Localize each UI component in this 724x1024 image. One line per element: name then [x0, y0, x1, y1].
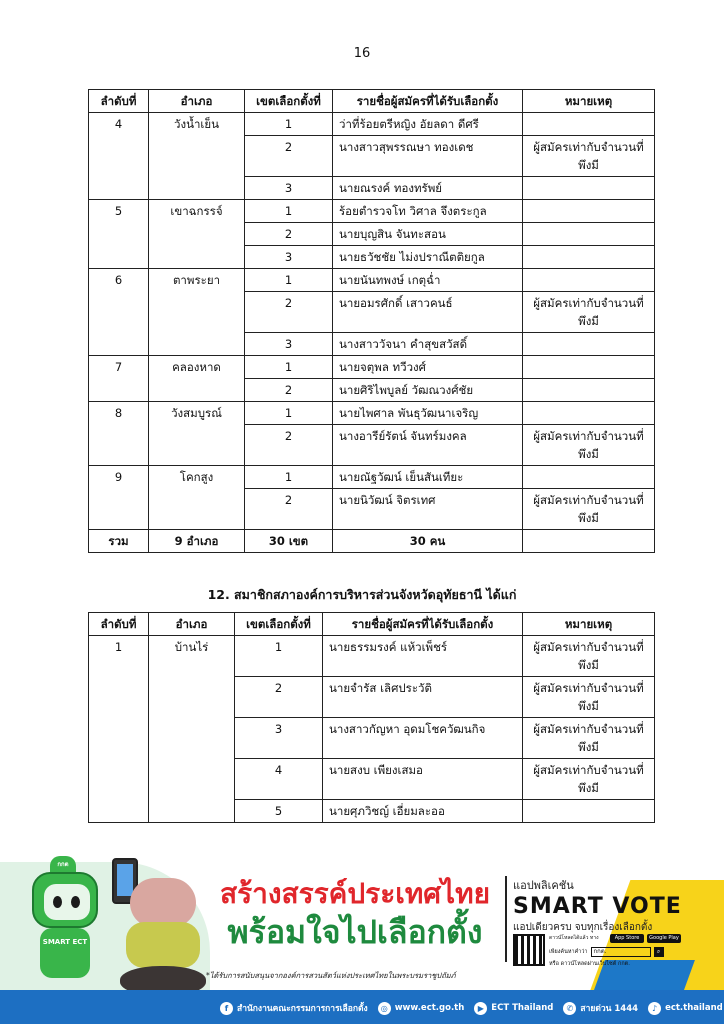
google-play-badge[interactable]: Google Play	[647, 934, 681, 943]
headline-line-1: สร้างสรรค์ประเทศไทย	[219, 877, 491, 910]
table-row	[89, 636, 655, 677]
app-store-badge[interactable]: App Store	[610, 934, 644, 943]
remark-cell	[523, 177, 655, 200]
footer-tiktok[interactable]	[648, 1002, 723, 1015]
table-row	[89, 113, 655, 136]
remark-cell: ผู้สมัครเท่ากับจำนวนที่พึงมี	[523, 292, 655, 333]
zone-cell: 2	[245, 136, 333, 177]
globe-icon: ◎	[378, 1002, 391, 1015]
order-cell: 6	[89, 269, 149, 356]
candidate-name-cell: นายนันทพงษ์ เกตุฉ่ำ	[333, 269, 523, 292]
remark-cell: ผู้สมัครเท่ากับจำนวนที่พึงมี	[523, 136, 655, 177]
table-row	[89, 356, 655, 379]
candidate-name-cell: นายอมรศักดิ์ เสาวคนธ์	[333, 292, 523, 333]
section-12-title: 12. สมาชิกสภาองค์การบริหารส่วนจังหวัดอุทัยธานี ได้แก่	[207, 587, 517, 602]
remark-cell: ผู้สมัครเท่ากับจำนวนที่พึงมี	[523, 489, 655, 530]
header-names: รายชื่อผู้สมัครที่ได้รับเลือกตั้ง	[333, 90, 523, 113]
order-cell: 8	[89, 402, 149, 466]
search-term-box: กกต.	[591, 947, 651, 957]
candidate-name-cell: นายจตุพล ทวีวงศ์	[333, 356, 523, 379]
candidate-name-cell: นางสาวสุพรรณษา ทองเดช	[333, 136, 523, 177]
candidate-name-cell: นายศุภวิชญ์ เอี่ยมละออ	[323, 800, 523, 823]
candidate-name-cell: นายไพศาล พันธุวัฒนาเจริญ	[333, 402, 523, 425]
order-cell: 5	[89, 200, 149, 269]
robot-eye-icon	[71, 896, 80, 908]
order-cell: 7	[89, 356, 149, 402]
footer-youtube[interactable]	[474, 1002, 553, 1015]
candidate-name-cell: นายธวัชชัย ไม่งปราณีตติยกูล	[333, 246, 523, 269]
candidate-name-cell: นายบุญสิน จันทะสอน	[333, 223, 523, 246]
candidate-name-cell: นายจำรัส เลิศประวัติ	[323, 677, 523, 718]
page-number: 16	[353, 46, 371, 61]
banner-headline	[210, 876, 500, 952]
zone-cell: 1	[245, 402, 333, 425]
app-label: แอปพลิเคชัน	[513, 879, 574, 892]
zone-cell: 3	[245, 177, 333, 200]
search-icon: ⌕	[654, 947, 664, 957]
banner-divider	[505, 876, 507, 962]
candidate-name-cell: นายนิวัฒน์ จิตรเทศ	[333, 489, 523, 530]
zone-cell: 1	[245, 466, 333, 489]
header-zone: เขตเลือกตั้งที่	[245, 90, 333, 113]
district-cell: บ้านไร่	[149, 636, 235, 823]
remark-cell	[523, 800, 655, 823]
zone-cell: 1	[245, 113, 333, 136]
search-label: เพียงค้นหาคำว่า	[549, 949, 588, 955]
search-row	[549, 947, 664, 957]
district-cell: ตาพระยา	[149, 269, 245, 356]
total-label: รวม	[89, 530, 149, 553]
remark-cell	[523, 200, 655, 223]
zone-cell: 2	[245, 292, 333, 333]
candidate-name-cell: ว่าที่ร้อยตรีหญิง อัยลดา ดีศรี	[333, 113, 523, 136]
results-table-2	[88, 612, 655, 823]
district-cell: คลองหาด	[149, 356, 245, 402]
download-label: ดาวน์โหลดได้แล้ว ทาง	[549, 934, 607, 943]
app-name: SMART VOTE	[513, 894, 682, 919]
footer-tiktok-text: ect.thailand	[665, 1003, 723, 1013]
order-cell: 9	[89, 466, 149, 530]
app-tagline: แอปเดียวครบ จบทุกเรื่องเลือกตั้ง	[513, 922, 653, 933]
store-badges	[549, 934, 681, 943]
header-zone: เขตเลือกตั้งที่	[235, 613, 323, 636]
table-row	[89, 466, 655, 489]
footer-website-text: www.ect.go.th	[394, 1003, 465, 1013]
footer-office[interactable]	[220, 1001, 368, 1015]
order-cell: 4	[89, 113, 149, 200]
candidate-name-cell: นางอารีย์รัตน์ จันทร์มงคล	[333, 425, 523, 466]
zone-cell: 2	[245, 379, 333, 402]
header-remark: หมายเหตุ	[523, 613, 655, 636]
footer-youtube-text: ECT Thailand	[491, 1003, 554, 1013]
robot-eye-icon	[53, 896, 62, 908]
candidate-name-cell: นายสงบ เพียงเสมอ	[323, 759, 523, 800]
remark-cell	[523, 113, 655, 136]
remark-cell	[523, 379, 655, 402]
zone-cell: 1	[245, 356, 333, 379]
facebook-icon: f	[220, 1002, 233, 1015]
robot-hat-label: กกต	[50, 856, 76, 874]
zone-cell: 3	[235, 718, 323, 759]
remark-cell	[523, 402, 655, 425]
robot-badge: SMART ECT	[40, 928, 90, 978]
robot-mascot-image	[28, 856, 100, 986]
remark-cell	[523, 333, 655, 356]
table-row	[89, 200, 655, 223]
candidate-name-cell: นายณัฐวัฒน์ เย็นสันเทียะ	[333, 466, 523, 489]
remark-cell	[523, 223, 655, 246]
remark-cell: ผู้สมัครเท่ากับจำนวนที่พึงมี	[523, 636, 655, 677]
header-remark: หมายเหตุ	[523, 90, 655, 113]
remark-cell: ผู้สมัครเท่ากับจำนวนที่พึงมี	[523, 425, 655, 466]
header-order: ลำดับที่	[89, 613, 149, 636]
district-cell: เขาฉกรรจ์	[149, 200, 245, 269]
zone-cell: 2	[245, 489, 333, 530]
smart-vote-banner	[0, 840, 724, 1024]
district-cell: โคกสูง	[149, 466, 245, 530]
remark-cell: ผู้สมัครเท่ากับจำนวนที่พึงมี	[523, 718, 655, 759]
table-header-row	[89, 613, 655, 636]
web-note: หรือ ดาวน์โหลดผ่านเว็บไซต์ กกต.	[549, 961, 630, 967]
hippo-mascot-image	[120, 878, 206, 998]
youtube-icon: ▶	[474, 1002, 487, 1015]
district-cell: วังสมบูรณ์	[149, 402, 245, 466]
zone-cell: 3	[245, 246, 333, 269]
header-district: อำเภอ	[149, 613, 235, 636]
candidate-name-cell: นายธรรมรงค์ แห้วเพ็ชร์	[323, 636, 523, 677]
table-header-row	[89, 90, 655, 113]
candidate-name-cell: นางสาววัจนา คำสุขสวัสดิ์	[333, 333, 523, 356]
zone-cell: 1	[245, 200, 333, 223]
zone-cell: 5	[235, 800, 323, 823]
zone-cell: 2	[245, 223, 333, 246]
header-names: รายชื่อผู้สมัครที่ได้รับเลือกตั้ง	[323, 613, 523, 636]
results-table-1	[88, 89, 655, 553]
robot-head	[32, 872, 98, 928]
remark-cell	[523, 356, 655, 379]
remark-cell	[523, 466, 655, 489]
zone-cell: 1	[235, 636, 323, 677]
header-order: ลำดับที่	[89, 90, 149, 113]
zone-cell: 1	[245, 269, 333, 292]
total-names: 30 คน	[333, 530, 523, 553]
hippo-head	[130, 878, 196, 928]
total-zone: 30 เขต	[245, 530, 333, 553]
footer-hotline[interactable]	[563, 1001, 638, 1015]
remark-cell	[523, 246, 655, 269]
zone-cell: 4	[235, 759, 323, 800]
table-row	[89, 402, 655, 425]
candidate-name-cell: นายณรงค์ ทองทรัพย์	[333, 177, 523, 200]
candidate-name-cell: นางสาวกัญหา อุดมโชควัฒนกิจ	[323, 718, 523, 759]
phone-call-icon: ✆	[563, 1002, 576, 1015]
total-district: 9 อำเภอ	[149, 530, 245, 553]
total-row	[89, 530, 655, 553]
footer-office-text: สำนักงานคณะกรรมการการเลือกตั้ง	[237, 1004, 368, 1014]
remark-cell	[523, 269, 655, 292]
candidate-name-cell: ร้อยตำรวจโท วิศาล จึงตระกูล	[333, 200, 523, 223]
zone-cell: 2	[245, 425, 333, 466]
district-cell: วังน้ำเย็น	[149, 113, 245, 200]
headline-line-2: พร้อมใจไปเลือกตั้ง	[227, 913, 483, 951]
support-note: *ได้รับการสนับสนุนจากองค์การสวนสัตว์แห่งประเทศไทยในพระบรมราชูปถัมภ์	[206, 971, 456, 980]
total-remark-empty	[523, 530, 655, 553]
remark-cell: ผู้สมัครเท่ากับจำนวนที่พึงมี	[523, 759, 655, 800]
hippo-body	[126, 922, 200, 968]
tiktok-icon: ♪	[648, 1002, 661, 1015]
table-row	[89, 269, 655, 292]
zone-cell: 3	[245, 333, 333, 356]
qr-code-icon	[513, 934, 545, 966]
footer-hotline-text: สายด่วน 1444	[580, 1004, 639, 1014]
candidate-name-cell: นายศิริไพบูลย์ วัฒณวงศ์ชัย	[333, 379, 523, 402]
app-promo	[513, 876, 683, 967]
footer-website[interactable]	[378, 1002, 465, 1015]
zone-cell: 2	[235, 677, 323, 718]
header-district: อำเภอ	[149, 90, 245, 113]
footer-items	[220, 1001, 723, 1015]
remark-cell: ผู้สมัครเท่ากับจำนวนที่พึงมี	[523, 677, 655, 718]
order-cell: 1	[89, 636, 149, 823]
robot-face	[44, 884, 90, 920]
